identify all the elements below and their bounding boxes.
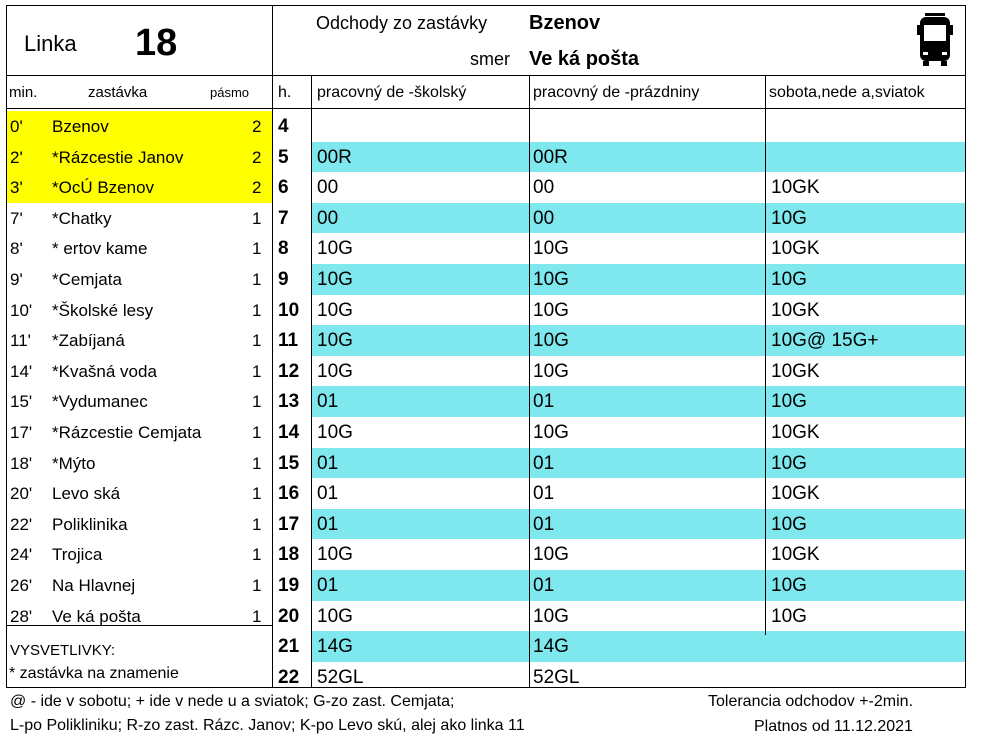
stop-minute: 15' [10,392,33,412]
stop-minute: 8' [10,239,23,259]
school-day-cell: 14G [317,636,353,658]
weekend-cell: 10G [771,269,807,290]
stop-zone: 1 [252,453,262,473]
school-day-cell: 10G [317,605,353,627]
weekend-cell: 10GK [771,177,820,199]
school-day-cell: 10G [317,544,353,566]
linka-label: Linka [24,31,77,56]
timetable-header-rule [273,108,966,109]
school-day-cell: 10G [317,360,353,382]
stop-name: *Chatky [52,208,112,228]
school-day-cell: 10G [317,299,353,321]
school-day-cell: 52GL [317,666,364,688]
hour-cell: 15 [278,452,300,474]
holiday-day-cell: 10G [533,269,569,290]
school-day-cell: 01 [317,575,339,596]
school-day-cell: 00 [317,177,339,199]
hour-cell: 21 [278,636,300,658]
hour-cell: 6 [278,177,289,199]
holiday-day-cell: 01 [533,513,555,535]
hour-cell: 11 [278,330,299,352]
stop-zone: 2 [252,117,262,136]
weekend-cell: 10G@ 15G+ [771,330,879,352]
hour-row-shade [312,142,965,173]
hour-cell: 17 [278,513,300,535]
weekend-cell: 10G [771,575,807,596]
hour-cell: 4 [278,116,289,137]
hour-cell: 5 [278,146,289,168]
stop-zone: 1 [252,331,262,351]
stop-minute: 11' [10,331,31,351]
stop-name: *Mýto [52,453,96,473]
holiday-day-cell: 00 [533,207,555,229]
weekend-cell: 10GK [771,238,820,260]
stop-zone: 1 [252,361,262,381]
holiday-day-cell: 14G [533,636,569,658]
weekend-cell: 10G [771,452,807,474]
holiday-day-cell: 01 [533,483,555,505]
stop-name: Levo ská [52,484,121,504]
holiday-day-cell: 00R [533,146,568,168]
stop-minute: 10' [10,300,33,320]
stop-name: Na Hlavnej [52,576,136,595]
stop-zone: 1 [252,392,262,412]
school-day-cell: 10G [317,269,353,290]
col1-divider [529,75,530,688]
stop-minute: 20' [10,484,33,504]
weekend-cell: 10G [771,391,807,413]
stops-col-zone: pásmo [210,85,250,100]
stop-name: *Vydumanec [52,392,148,412]
weekend-cell: 10GK [771,360,820,382]
header-divider [272,5,273,75]
hour-row-shade [312,631,965,662]
stop-name: * ertov kame [52,239,148,259]
footer-notes-2: L-po Polikliniku; R-zo zast. Rázc. Janov; K-po Levo skú, alej ako linka 11 [10,717,525,734]
weekend-cell: 10G [771,513,807,535]
weekend-cell: 10G [771,207,807,229]
direction-name: Ve ká pošta [529,48,640,70]
tt-col-school: pracovný de -školský [317,84,467,101]
stop-minute: 7' [10,208,23,228]
stops-col-stop: zastávka [88,84,148,101]
stop-minute: 18' [10,453,33,473]
holiday-day-cell: 10G [533,299,569,321]
stop-name: Bzenov [529,12,601,34]
school-day-cell: 10G [317,238,353,260]
hour-cell: 18 [278,544,300,566]
tt-col-weekend: sobota,nede a,sviatok [769,84,925,101]
direction-label: smer [470,49,510,69]
stop-name: Trojica [52,545,103,565]
hour-row-shade [312,386,965,417]
weekend-cell: 10GK [771,544,820,566]
line-number: 18 [135,22,178,64]
stop-zone: 2 [252,147,262,167]
legend-rule [6,625,273,626]
stop-zone: 1 [252,239,262,259]
stop-minute: 26' [10,576,33,595]
legend-line: * zastávka na znamenie [9,665,179,682]
holiday-day-cell: 52GL [533,666,580,688]
stop-zone: 1 [252,484,262,504]
footer-notes-1: @ - ide v sobotu; + ide v nede u a sviatok; G-zo zast. Cemjata; [10,693,455,710]
weekend-cell: 10GK [771,299,820,321]
stop-name: *Kvašná voda [52,361,157,381]
stop-name: *Rázcestie Janov [52,147,184,167]
school-day-cell: 01 [317,452,339,474]
stop-zone: 1 [252,514,262,534]
hour-cell: 13 [278,391,300,413]
school-day-cell: 00R [317,146,352,168]
holiday-day-cell: 01 [533,452,555,474]
stop-minute: 14' [10,361,33,381]
bus-icon [917,13,953,67]
school-day-cell: 10G [317,422,353,443]
stop-name: *OcÚ Bzenov [52,178,155,198]
stop-zone: 1 [252,270,262,289]
holiday-day-cell: 10G [533,605,569,627]
stop-zone: 1 [252,423,262,442]
school-day-cell: 10G [317,330,353,352]
stop-minute: 28' [10,606,33,626]
stops-header-rule [6,108,273,109]
stop-name: *Zabíjaná [52,331,125,351]
hour-cell: 10 [278,299,300,321]
holiday-day-cell: 10G [533,544,569,566]
hour-cell: 7 [278,207,289,229]
stop-zone: 2 [252,178,262,198]
weekend-cell: 10GK [771,422,820,443]
hour-cell: 14 [278,422,300,443]
stop-minute: 3' [10,178,23,198]
footer-validity: Platnos od 11.12.2021 [754,718,913,735]
holiday-day-cell: 10G [533,360,569,382]
stop-name: *Školské lesy [52,300,154,320]
hour-cell: 16 [278,483,300,505]
hour-row-shade [312,203,965,234]
school-day-cell: 01 [317,483,339,505]
legend-title: VYSVETLIVKY: [10,642,116,659]
hour-cell: 9 [278,269,289,290]
holiday-day-cell: 01 [533,575,555,596]
hour-cell: 19 [278,575,300,596]
stop-zone: 1 [252,208,262,228]
hour-row-shade [312,264,965,295]
stop-name: *Rázcestie Cemjata [52,423,202,442]
holiday-day-cell: 00 [533,177,555,199]
stop-minute: 17' [10,423,33,442]
tt-col-holiday: pracovný de -prázdniny [533,84,700,101]
stop-minute: 9' [10,270,23,289]
departures-label: Odchody zo zastávky [316,13,488,33]
stop-minute: 0' [10,117,23,136]
tt-col-hour: h. [278,84,292,101]
stop-zone: 1 [252,576,262,595]
stop-minute: 24' [10,545,33,565]
weekend-cell: 10G [771,605,807,627]
hour-cell: 22 [278,666,300,688]
col2-divider [765,75,766,635]
hour-cell: 12 [278,360,300,382]
stop-name: *Cemjata [52,270,122,289]
weekend-cell: 10GK [771,483,820,505]
holiday-day-cell: 10G [533,422,569,443]
stop-name: Ve ká pošta [52,606,141,626]
hour-cell: 20 [278,605,300,627]
stop-row-highlight [7,111,272,142]
stop-minute: 2' [10,147,23,167]
school-day-cell: 01 [317,391,339,413]
stop-zone: 1 [252,300,262,320]
school-day-cell: 00 [317,207,339,229]
hour-cell: 8 [278,238,289,260]
hour-col-divider [311,75,312,688]
stop-name: Poliklinika [52,514,128,534]
holiday-day-cell: 01 [533,391,555,413]
stop-zone: 1 [252,545,262,565]
stop-name: Bzenov [52,117,109,136]
stop-zone: 1 [252,606,262,626]
stop-minute: 22' [10,514,33,534]
hour-row-shade [312,509,965,540]
hour-row-shade [312,448,965,479]
stops-col-min: min. [9,84,38,101]
holiday-day-cell: 10G [533,238,569,260]
footer-tolerance: Tolerancia odchodov +-2min. [708,693,914,710]
hour-row-shade [312,570,965,601]
holiday-day-cell: 10G [533,330,569,352]
school-day-cell: 01 [317,513,339,535]
